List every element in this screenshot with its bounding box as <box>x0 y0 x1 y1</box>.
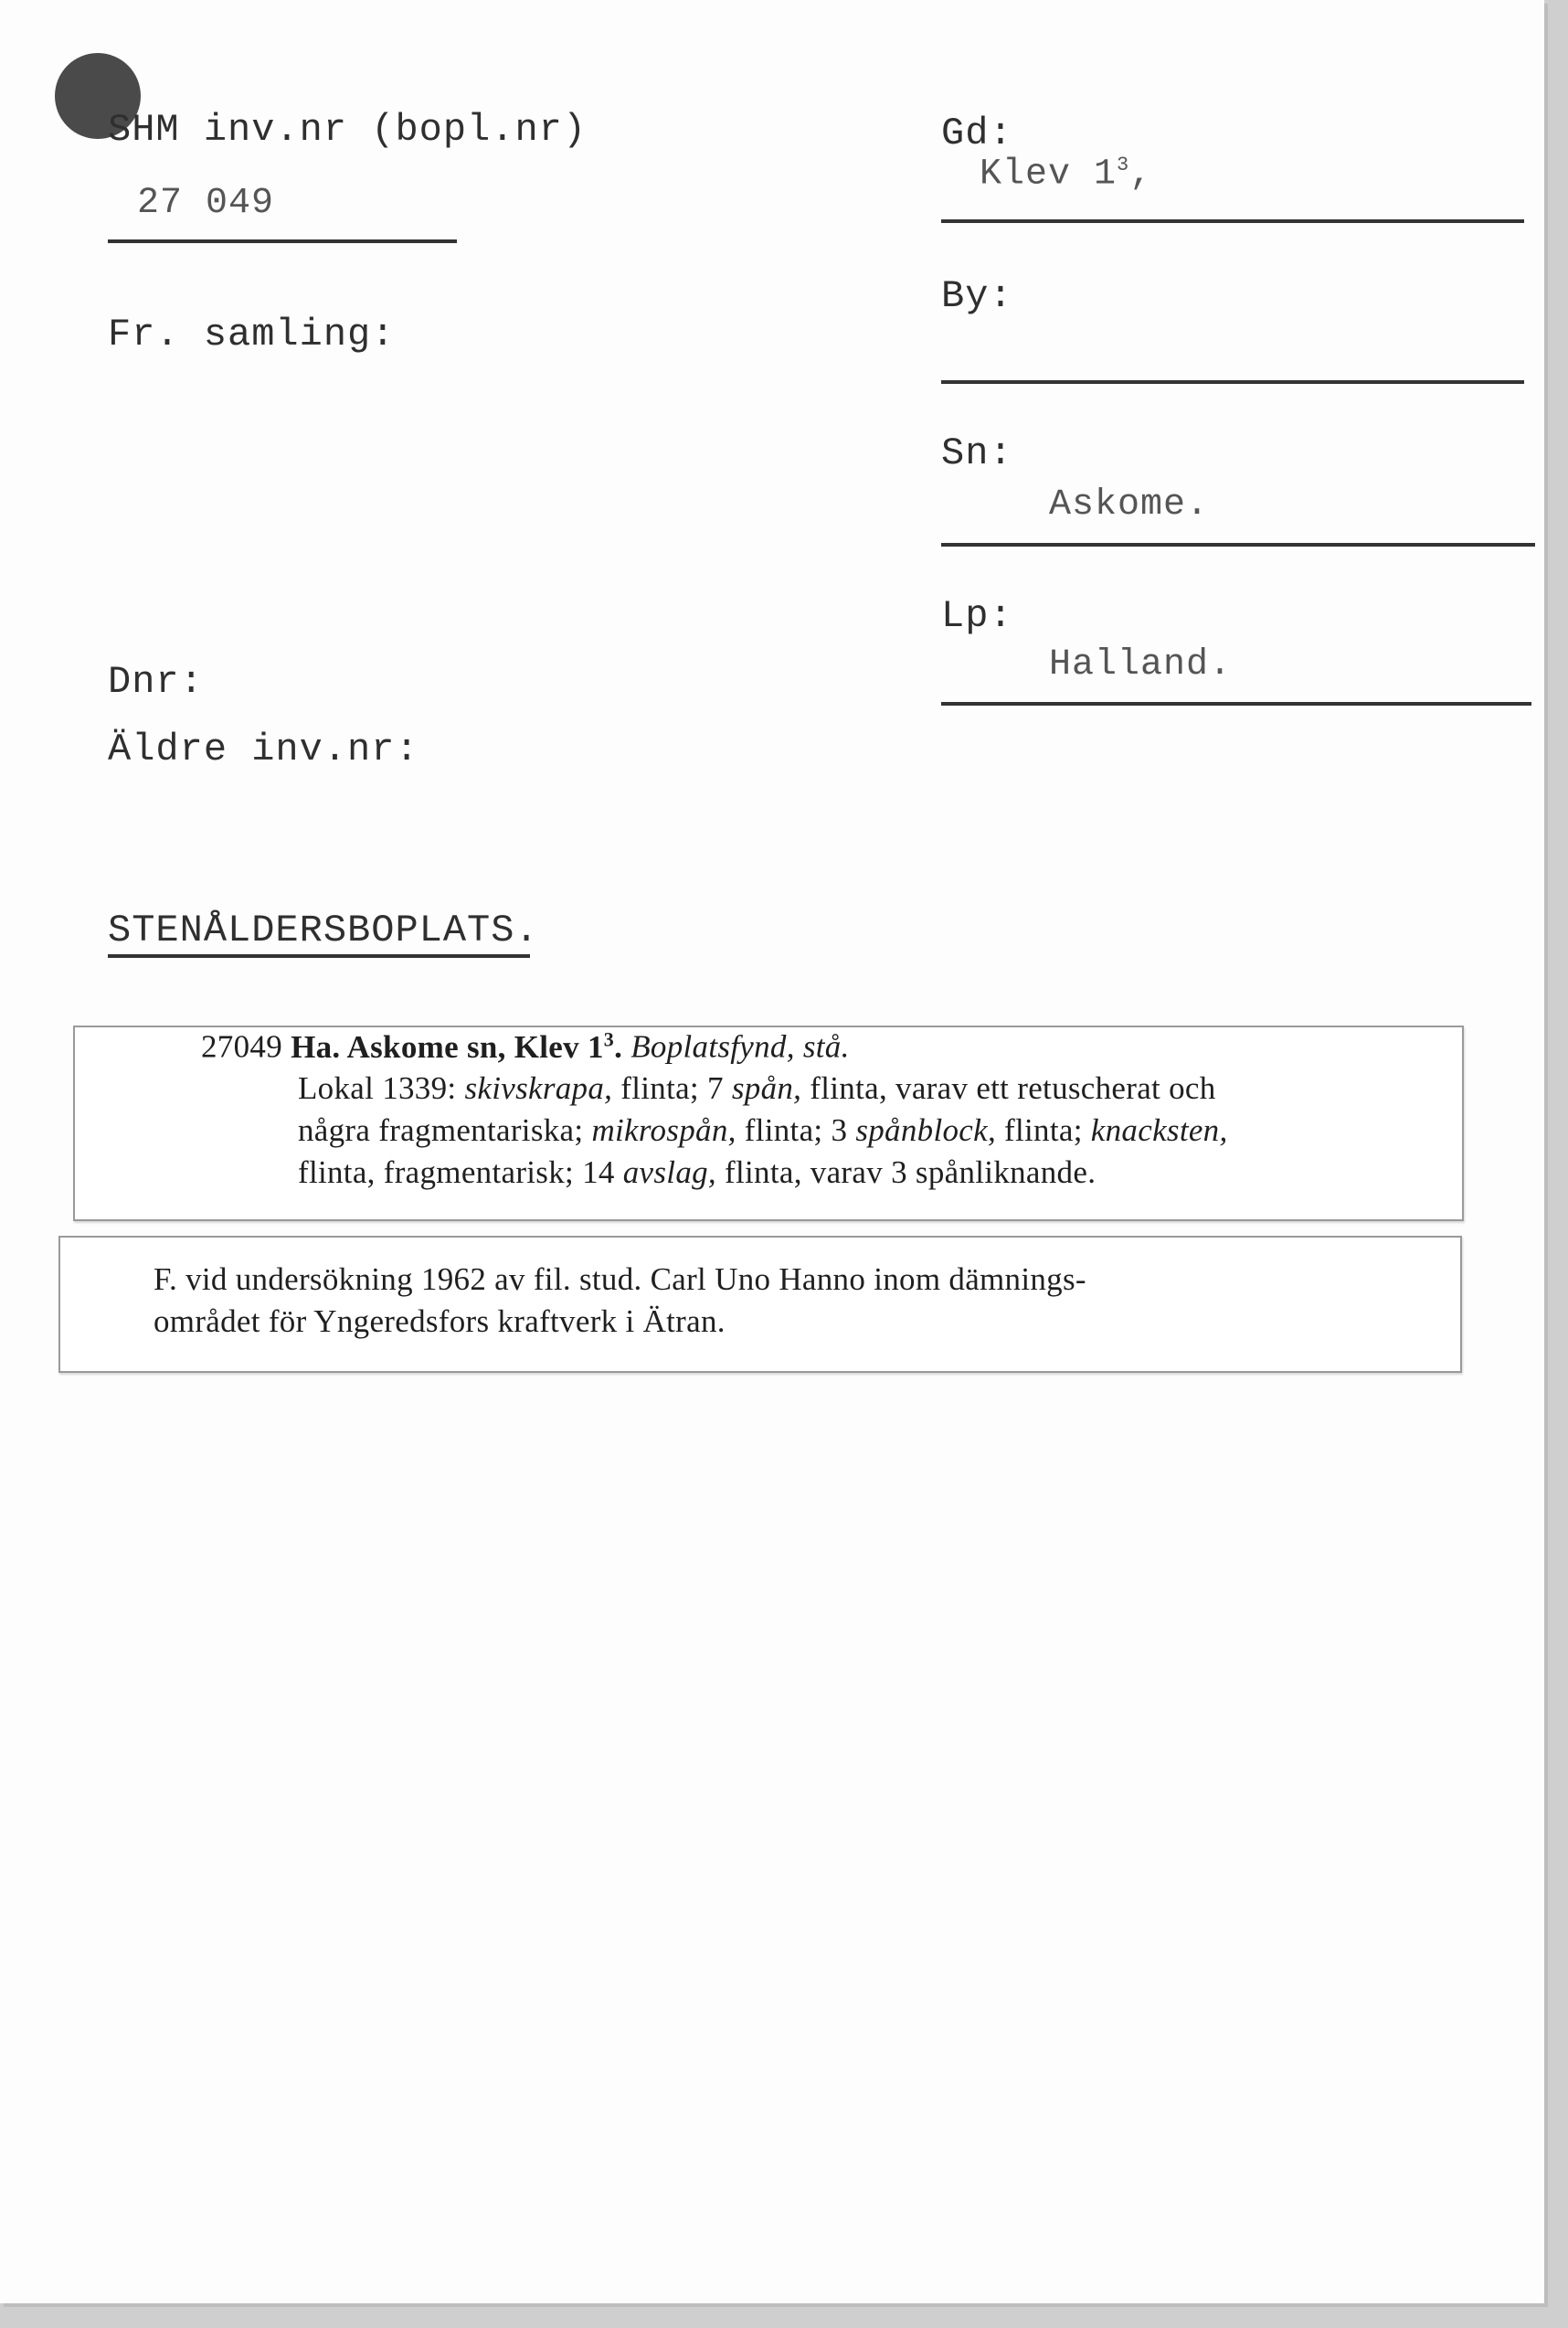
site-name: Ha. Askome sn, Klev $1^3$. <box>291 1027 623 1065</box>
inv-value: 27 049 <box>137 183 275 224</box>
sn-label: Sn: <box>941 431 1013 475</box>
aldre-inv-label: Äldre inv.nr: <box>108 728 419 771</box>
gd-label: Gd: <box>941 112 1013 155</box>
by-label: By: <box>941 274 1013 318</box>
lp-underline <box>941 702 1531 706</box>
catalog-number: 27049 <box>201 1028 282 1065</box>
fr-samling-label: Fr. samling: <box>108 313 396 356</box>
lp-label: Lp: <box>941 594 1013 638</box>
find-note-line-2: området för Yngeredsfors kraftverk i Ätran. <box>154 1303 726 1339</box>
gd-underline <box>941 219 1524 223</box>
inv-underline <box>108 239 457 243</box>
catalog-clipping <box>73 1026 1464 1221</box>
heading-underline <box>108 954 530 958</box>
find-type: Boplatsfynd, stå. <box>630 1028 850 1065</box>
clipping-line-3: flinta, fragmentarisk; 14 avslag, flinta, varav 3 spånliknande. <box>298 1154 1097 1190</box>
dnr-label: Dnr: <box>108 660 204 704</box>
category-heading: STENÅLDERSBOPLATS. <box>108 909 539 952</box>
by-underline <box>941 380 1524 384</box>
clipping-line-2: några fragmentariska; mikrospån, flinta; 3 spånblock, flinta; knacksten, <box>298 1112 1228 1148</box>
inv-label: SHM inv.nr (bopl.nr) <box>108 108 588 152</box>
sn-underline <box>941 543 1535 547</box>
find-note-line-1: F. vid undersökning 1962 av fil. stud. Carl Uno Hanno inom dämnings- <box>154 1261 1086 1297</box>
find-note-clipping <box>58 1236 1462 1373</box>
clipping-line-1: Lokal 1339: skivskrapa, flinta; 7 spån, flinta, varav ett retuscherat och <box>298 1070 1216 1106</box>
lp-value: Halland. <box>1049 644 1233 686</box>
clipping-header <box>201 1027 850 1066</box>
sn-value: Askome. <box>1049 484 1210 526</box>
gd-value: Klev $1^3$, <box>980 154 1153 196</box>
